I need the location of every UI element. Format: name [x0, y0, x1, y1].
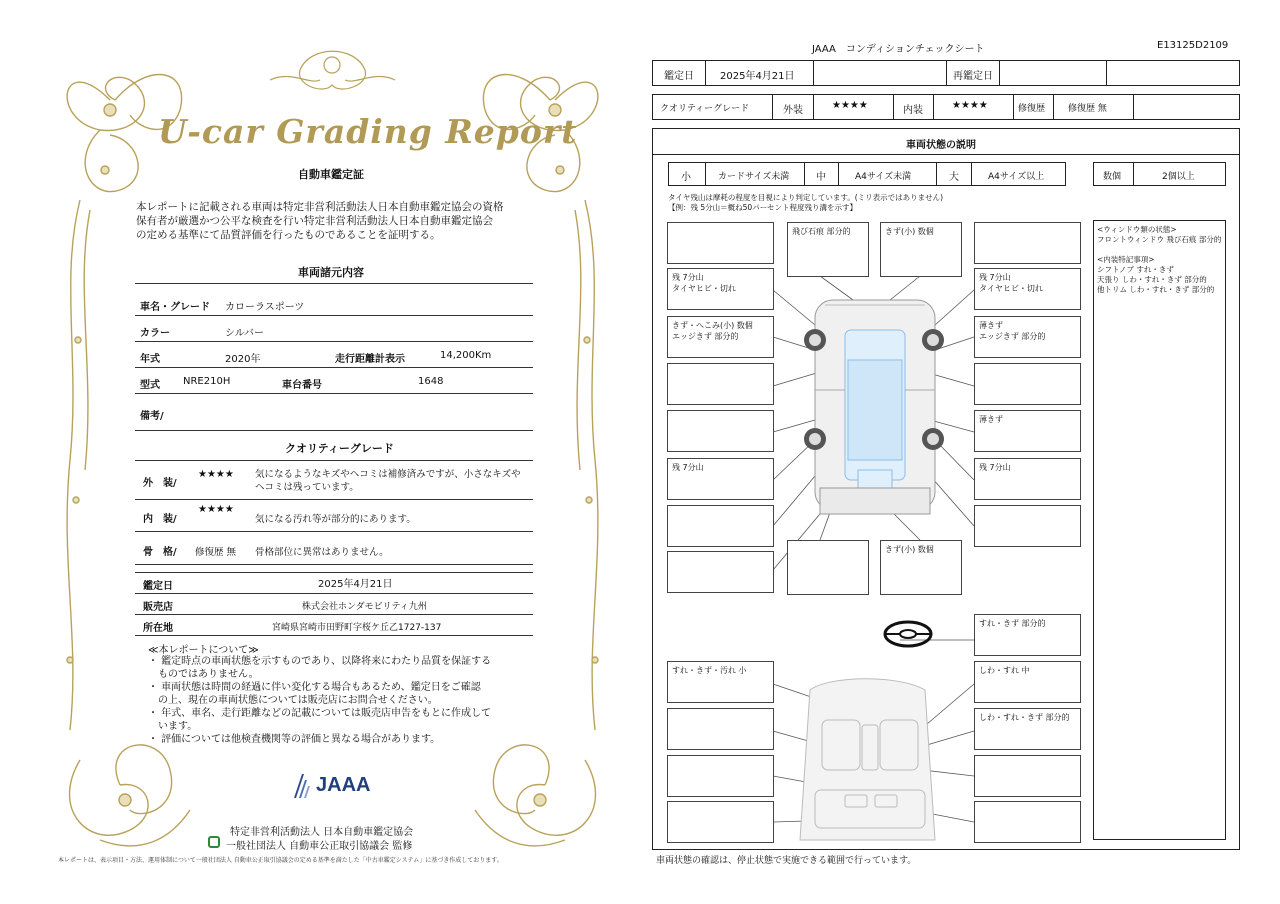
condition-box [787, 540, 869, 595]
condition-text: エッジきず 部分的 [979, 332, 1046, 341]
spec-label-color: カラー [140, 328, 170, 339]
window-text: フロントウィンドウ 飛び石痕 部分的 [1097, 235, 1222, 244]
condition-text: 残 7分山 [979, 273, 1011, 282]
condition-text: しわ・すれ 中 [979, 666, 1030, 675]
condition-box [787, 222, 869, 277]
jaaa-logo-text: JAAA [316, 774, 371, 796]
condition-box [974, 755, 1081, 797]
note-line: ・ 鑑定時点の車両状態を示すものであり、以降将来にわたり品質を保証する [148, 656, 492, 667]
document-id: E13125D2109 [1157, 40, 1229, 51]
size-medium: 中 [816, 172, 826, 183]
footer-fine-print: 本レポートは、表示項目・方法、運用体制について一般社団法人 自動車公正取引協議会の定める基準を満たした「中古車鑑定システム」に基づき作成しております。 [58, 857, 503, 864]
info-label-date: 鑑定日 [143, 581, 173, 592]
org-name-2: 一般社団法人 自動車公正取引協議会 監修 [226, 841, 413, 852]
intro-line: の定める基準にて品質評価を行ったものであることを証明する。 [136, 229, 441, 241]
condition-text: タイヤヒビ・切れ [979, 284, 1043, 293]
spec-value-mileage: 14,200Km [440, 350, 492, 361]
condition-box [667, 551, 774, 593]
size-large: 大 [949, 172, 959, 183]
exterior-comment-line: ヘコミは残っています。 [255, 482, 359, 493]
window-header: <ウィンドウ類の状態> [1097, 225, 1177, 234]
spec-label-model: 型式 [140, 380, 160, 391]
info-value-address: 宮崎県宮崎市田野町字桜ケ丘乙1727-137 [272, 623, 442, 633]
note-line: ・ 評価については他検査機関等の評価と異なる場合があります。 [148, 734, 441, 745]
condition-text: きず(小) 数個 [885, 227, 934, 236]
intro-line: 保有者が厳選かつ公平な検査を行い特定非営利活動法人日本自動車鑑定協会 [136, 215, 493, 227]
condition-text: すれ・きず・汚れ 小 [672, 666, 747, 675]
car-top-view [815, 300, 935, 514]
note-line: ・ 車両状態は時間の経過に伴い変化する場合もあるため、鑑定日をご確認 [148, 682, 481, 693]
info-value-date: 2025年4月21日 [318, 579, 393, 590]
quality-grade-label: クオリティーグレード [660, 104, 750, 114]
condition-text: きず・へこみ(小) 数個 [672, 321, 753, 330]
spec-value-year: 2020年 [225, 354, 261, 365]
date-label: 鑑定日 [664, 71, 694, 82]
intro-line: 本レポートに記載される車両は特定非営利活動法人日本自動車鑑定協会の資格 [136, 201, 504, 213]
description-header: 車両状態の説明 [906, 140, 976, 151]
org-name-1: 特定非営利活動法人 日本自動車鑑定協会 [230, 827, 414, 838]
size-medium-desc: A4サイズ未満 [855, 172, 912, 182]
condition-box [974, 316, 1081, 358]
spec-label-name: 車名・グレード [140, 302, 210, 313]
size-small: 小 [681, 172, 691, 183]
note-line: の上、現在の車両状態については販売店にお問合せください。 [148, 695, 438, 706]
condition-box [667, 505, 774, 547]
condition-box [974, 801, 1081, 843]
interior-label: 内装 [903, 105, 923, 116]
interior-notes-header: <内装特記事項> [1097, 255, 1155, 264]
spec-label-chassis: 車台番号 [282, 380, 322, 391]
interior-note-line: 天張り しわ・すれ・きず 部分的 [1097, 275, 1207, 284]
exterior-stars: ★★★★ [198, 469, 234, 480]
info-label-address: 所在地 [143, 623, 173, 634]
wheel-rear-right-icon [922, 428, 944, 450]
note-line: ものではありません。 [148, 669, 259, 680]
info-value-shop: 株式会社ホンダモビリティ九州 [302, 602, 427, 612]
exterior-comment-line: 気になるようなキズやヘコミは補修済みですが、小さなキズや [255, 469, 521, 480]
condition-box [974, 268, 1081, 310]
wheel-rear-left-icon [804, 428, 826, 450]
condition-text: 薄きず [979, 321, 1003, 330]
sheet-footer-note: 車両状態の確認は、停止状態で実施できる範囲で行っています。 [656, 856, 917, 866]
condition-text: きず(小) 数個 [885, 545, 934, 554]
repair-history-label: 修復歴 [1018, 104, 1046, 114]
specs-header: 車両諸元内容 [298, 266, 364, 279]
wheel-front-right-icon [922, 329, 944, 351]
size-large-desc: A4サイズ以上 [988, 172, 1045, 182]
condition-box [667, 458, 774, 500]
exterior-label: 外装 [783, 105, 803, 116]
spec-label-year: 年式 [140, 354, 160, 365]
condition-text: タイヤヒビ・切れ [672, 284, 736, 293]
condition-box [667, 661, 774, 703]
condition-text: エッジきず 部分的 [672, 332, 739, 341]
condition-box [974, 363, 1081, 405]
interior-comment: 気になる汚れ等が部分的にあります。 [255, 514, 416, 525]
certificate-subtitle: 自動車鑑定証 [298, 168, 364, 181]
interior-note-line: 他トリム しわ・すれ・きず 部分的 [1097, 285, 1215, 294]
frame-label: 骨 格/ [143, 547, 177, 558]
condition-box [974, 708, 1081, 750]
condition-box [667, 222, 774, 264]
info-label-shop: 販売店 [143, 602, 173, 613]
wheel-front-left-icon [804, 329, 826, 351]
frame-comment: 骨格部位に異常はありません。 [255, 547, 389, 558]
spec-label-mileage: 走行距離計表示 [335, 354, 405, 365]
condition-box [880, 540, 962, 595]
condition-box [667, 316, 774, 358]
condition-box [974, 614, 1081, 656]
condition-text: 飛び石痕 部分的 [792, 227, 851, 236]
condition-box [974, 410, 1081, 452]
spec-value-model: NRE210H [183, 376, 231, 387]
repair-history-value: 修復歴 無 [1068, 104, 1107, 114]
interior-note-line: シフトノブ すれ・きず [1097, 265, 1174, 274]
report-title: U-car Grading Report [158, 112, 578, 151]
condition-text: しわ・すれ・きず 部分的 [979, 713, 1070, 722]
sheet-title: JAAA コンディションチェックシート [812, 44, 985, 55]
exterior-label: 外 装/ [143, 478, 177, 489]
condition-box [974, 505, 1081, 547]
condition-box [974, 222, 1081, 264]
condition-text: 残 7分山 [979, 463, 1011, 472]
spec-value-name: カローラスポーツ [225, 302, 305, 313]
interior-label: 内 装/ [143, 514, 177, 525]
note-line: います。 [148, 721, 198, 732]
condition-box [667, 410, 774, 452]
interior-stars: ★★★★ [952, 100, 988, 111]
condition-box [667, 708, 774, 750]
note-line: ・ 年式、車名、走行距離などの記載については販売店申告をもとに作成して [148, 708, 491, 719]
condition-text: 残 7分山 [672, 463, 704, 472]
condition-text: すれ・きず 部分的 [979, 619, 1046, 628]
exterior-stars: ★★★★ [832, 100, 868, 111]
tire-example: 【例：残 5分山＝概ね50パーセント程度残り溝を示す】 [668, 203, 858, 212]
tire-note: タイヤ残山は摩耗の程度を目視により判定しています。(ミリ表示ではありません) [668, 193, 944, 202]
condition-text: 残 7分山 [672, 273, 704, 282]
spec-label-remarks: 備考/ [140, 411, 164, 422]
re-date-label: 再鑑定日 [953, 71, 993, 82]
interior-stars: ★★★★ [198, 504, 234, 515]
condition-text: 薄きず [979, 415, 1003, 424]
condition-box [667, 755, 774, 797]
condition-box [880, 222, 962, 277]
date-value: 2025年4月21日 [720, 71, 795, 82]
quality-header: クオリティーグレード [285, 442, 394, 455]
condition-box [974, 458, 1081, 500]
condition-box [667, 801, 774, 843]
condition-box [667, 268, 774, 310]
steering-wheel-icon [885, 622, 931, 646]
spec-value-color: シルバー [225, 328, 265, 339]
count-desc: 2個以上 [1162, 172, 1195, 182]
car-interior-view [800, 679, 935, 840]
condition-box [667, 363, 774, 405]
notes-header: ≪本レポートについて≫ [148, 645, 259, 656]
frame-value: 修復歴 無 [195, 547, 237, 558]
condition-box [974, 661, 1081, 703]
size-small-desc: カードサイズ未満 [718, 172, 790, 182]
count-label: 数個 [1103, 172, 1122, 182]
spec-value-chassis: 1648 [418, 376, 444, 387]
